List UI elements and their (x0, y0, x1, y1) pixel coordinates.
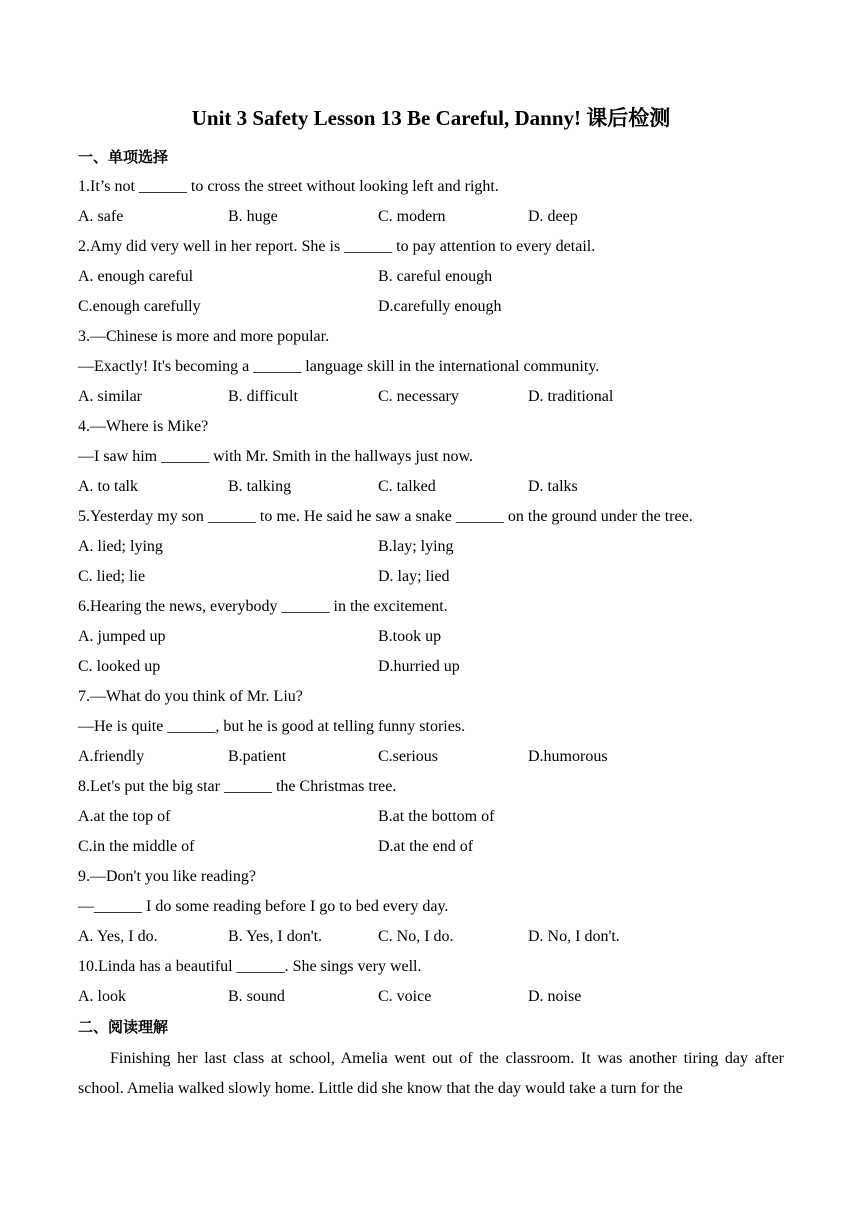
question-10 (78, 952, 784, 1012)
answer-options-row (78, 802, 784, 832)
answer-option: C. necessary (378, 388, 459, 405)
question-stem: —______ I do some reading before I go to bed every day. (78, 898, 449, 915)
answer-option: A. jumped up (78, 628, 166, 645)
question-8 (78, 772, 784, 862)
answer-option: D. talks (528, 478, 578, 495)
question-stem: —I saw him ______ with Mr. Smith in the hallways just now. (78, 448, 473, 465)
question-stem: 10.Linda has a beautiful ______. She sings very well. (78, 958, 422, 975)
answer-option: D.hurried up (378, 658, 460, 675)
answer-options-row (78, 292, 784, 322)
answer-option: A. similar (78, 388, 142, 405)
answer-option: C. modern (378, 208, 446, 225)
answer-option: B.took up (378, 628, 442, 645)
answer-option: A.friendly (78, 748, 145, 765)
answer-option: B. huge (228, 208, 278, 225)
question-5 (78, 502, 784, 592)
section-heading-reading: 二、阅读理解 (78, 1018, 169, 1036)
answer-option: C.serious (378, 748, 438, 765)
answer-option: A. look (78, 988, 126, 1005)
question-4 (78, 412, 784, 502)
answer-option: C.in the middle of (78, 838, 195, 855)
answer-options-row (78, 382, 784, 412)
answer-option: D.humorous (528, 748, 608, 765)
answer-option: D.carefully enough (378, 298, 502, 315)
answer-option: D. noise (528, 988, 582, 1005)
question-stem: 7.—What do you think of Mr. Liu? (78, 688, 303, 705)
answer-options-row (78, 472, 784, 502)
answer-option: D. traditional (528, 388, 614, 405)
question-stem: 9.—Don't you like reading? (78, 868, 256, 885)
answer-option: A.at the top of (78, 808, 171, 825)
answer-option: B. talking (228, 478, 292, 495)
question-stem: 1.It’s not ______ to cross the street without looking left and right. (78, 178, 499, 195)
answer-option: A. safe (78, 208, 124, 225)
answer-option: D.at the end of (378, 838, 474, 855)
answer-option: A. enough careful (78, 268, 194, 285)
answer-option: B. Yes, I don't. (228, 928, 323, 945)
answer-option: B.lay; lying (378, 538, 454, 555)
answer-option: C. talked (378, 478, 436, 495)
question-7 (78, 682, 784, 772)
answer-option: D. No, I don't. (528, 928, 620, 945)
answer-option: B. difficult (228, 388, 298, 405)
answer-option: B.patient (228, 748, 287, 765)
answer-options-row (78, 622, 784, 652)
answer-option: A. Yes, I do. (78, 928, 158, 945)
question-1 (78, 172, 784, 232)
question-stem: 5.Yesterday my son ______ to me. He said he saw a snake ______ on the ground under the tree. (78, 508, 693, 525)
answer-option: C. looked up (78, 658, 161, 675)
answer-options-row (78, 562, 784, 592)
answer-option: A. lied; lying (78, 538, 163, 555)
reading-passage: Finishing her last class at school, Amelia went out of the classroom. It was another tiring day after school. Amelia walked slowly home. Little did she know that the day would take a turn for the (78, 1050, 784, 1097)
question-2 (78, 232, 784, 322)
answer-options-row (78, 532, 784, 562)
question-stem: 3.—Chinese is more and more popular. (78, 328, 330, 345)
question-stem: —He is quite ______, but he is good at telling funny stories. (78, 718, 466, 735)
question-stem: 2.Amy did very well in her report. She is ______ to pay attention to every detail. (78, 238, 596, 255)
question-list (78, 172, 784, 1012)
answer-option: C. No, I do. (378, 928, 454, 945)
answer-options-row (78, 652, 784, 682)
question-stem: 6.Hearing the news, everybody ______ in the excitement. (78, 598, 448, 615)
section-heading-multiple-choice: 一、单项选择 (78, 148, 169, 166)
answer-options-row (78, 202, 784, 232)
answer-options-row (78, 832, 784, 862)
answer-options-row (78, 262, 784, 292)
question-stem: 4.—Where is Mike? (78, 418, 209, 435)
answer-option: B. sound (228, 988, 285, 1005)
answer-option: C. lied; lie (78, 568, 146, 585)
answer-option: B.at the bottom of (378, 808, 495, 825)
answer-option: C. voice (378, 988, 432, 1005)
question-stem: 8.Let's put the big star ______ the Christmas tree. (78, 778, 397, 795)
answer-option: B. careful enough (378, 268, 493, 285)
question-6 (78, 592, 784, 682)
answer-option: A. to talk (78, 478, 138, 495)
question-9 (78, 862, 784, 952)
document-title: Unit 3 Safety Lesson 13 Be Careful, Danny! 课后检测 (191, 106, 671, 130)
answer-options-row (78, 982, 784, 1012)
answer-option: C.enough carefully (78, 298, 201, 315)
question-3 (78, 322, 784, 412)
answer-option: D. lay; lied (378, 568, 450, 585)
answer-option: D. deep (528, 208, 578, 225)
answer-options-row (78, 922, 784, 952)
question-stem: —Exactly! It's becoming a ______ language skill in the international community. (78, 358, 600, 375)
answer-options-row (78, 742, 784, 772)
